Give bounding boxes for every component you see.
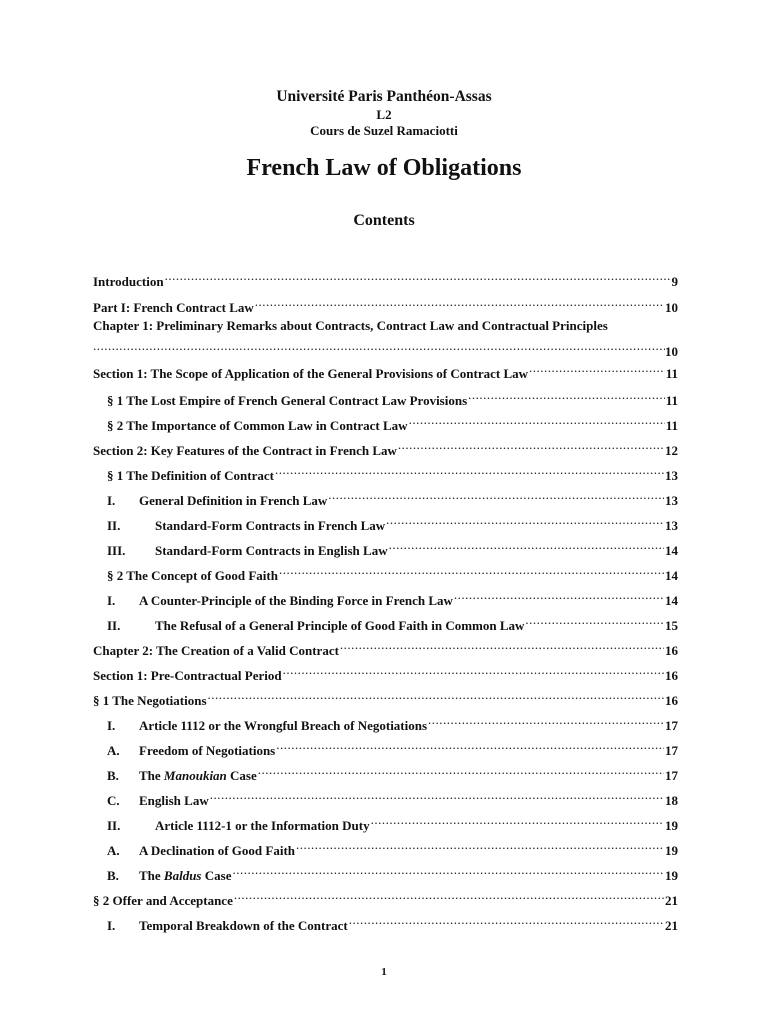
toc-entry[interactable] bbox=[93, 460, 678, 483]
toc-entry-label bbox=[93, 691, 207, 711]
toc-entry-page: 21 bbox=[665, 893, 678, 908]
toc-entry-text: Standard-Form Contracts in French Law bbox=[155, 518, 386, 533]
toc-entry-label bbox=[93, 866, 231, 886]
toc-entry-number: II. bbox=[107, 818, 121, 833]
toc-leader-dots bbox=[454, 585, 664, 605]
toc-entry[interactable] bbox=[93, 860, 678, 883]
toc-entry[interactable] bbox=[93, 760, 678, 783]
toc-entry-number: C. bbox=[107, 793, 120, 808]
toc-entry[interactable] bbox=[93, 660, 678, 683]
toc-leader-dots bbox=[398, 435, 664, 455]
toc-entry-number: II. bbox=[107, 618, 121, 633]
toc-entry-label bbox=[93, 316, 608, 336]
toc-entry-text: Chapter 2: The Creation of a Valid Contract bbox=[93, 643, 339, 658]
toc-entry[interactable] bbox=[93, 510, 678, 533]
toc-entry-text: Freedom of Negotiations bbox=[139, 743, 276, 758]
toc-entry[interactable] bbox=[93, 485, 678, 508]
toc-entry-page: 17 bbox=[665, 768, 678, 783]
page-number: 1 bbox=[381, 966, 387, 978]
toc-entry-text: A Declination of Good Faith bbox=[139, 843, 296, 858]
toc-entry-text: Introduction bbox=[93, 274, 164, 289]
toc-leader-dots bbox=[258, 760, 664, 780]
toc-entry-page: 10 bbox=[665, 344, 678, 359]
toc-entry-label bbox=[93, 272, 164, 292]
toc-entry-number: A. bbox=[107, 843, 120, 858]
toc-entry-label bbox=[93, 891, 233, 911]
toc-entry-label bbox=[93, 666, 282, 686]
toc-entry[interactable] bbox=[93, 560, 678, 583]
toc-entry-number: I. bbox=[107, 593, 116, 608]
toc-leader-dots bbox=[232, 860, 664, 880]
toc-entry[interactable] bbox=[93, 835, 678, 858]
toc-entry-label bbox=[93, 766, 257, 786]
toc-entry-text: Article 1112 or the Wrongful Breach of Negotiations bbox=[139, 718, 428, 733]
toc-entry-number: B. bbox=[107, 868, 119, 883]
toc-entry-text: § 1 The Negotiations bbox=[93, 693, 207, 708]
toc-entry-text: § 2 The Concept of Good Faith bbox=[107, 568, 278, 583]
toc-entry-label bbox=[93, 816, 370, 836]
toc-entry-page: 14 bbox=[665, 568, 678, 583]
toc-entry-page: 17 bbox=[665, 743, 678, 758]
toc-entry-label bbox=[93, 641, 339, 661]
toc-entry[interactable] bbox=[93, 435, 678, 458]
toc-entry[interactable] bbox=[93, 710, 678, 733]
toc-leader-dots bbox=[529, 358, 665, 378]
course-level: L2 bbox=[376, 107, 392, 122]
toc-entry-label bbox=[93, 841, 295, 861]
toc-entry-page: 18 bbox=[665, 793, 678, 808]
toc-entry-page: 11 bbox=[665, 393, 678, 408]
toc-entry-text: Chapter 1: Preliminary Remarks about Contracts, Contract Law and Contractual Principles bbox=[93, 318, 608, 333]
toc-entry-label bbox=[93, 516, 385, 536]
toc-leader-dots bbox=[386, 510, 664, 530]
toc-leader-dots bbox=[234, 885, 664, 905]
toc-entry-number: B. bbox=[107, 768, 119, 783]
toc-entry-text: § 2 The Importance of Common Law in Contract Law bbox=[107, 418, 408, 433]
toc-entry-page: 14 bbox=[665, 543, 678, 558]
toc-entry[interactable] bbox=[93, 910, 678, 933]
toc-entry-label bbox=[93, 441, 397, 461]
toc-entry-page: 12 bbox=[665, 443, 678, 458]
toc-entry-text: § 1 The Lost Empire of French General Contract Law Provisions bbox=[107, 393, 468, 408]
toc-entry-label bbox=[93, 791, 209, 811]
toc-entry[interactable] bbox=[93, 385, 678, 408]
toc-entry-number: I. bbox=[107, 918, 116, 933]
toc-leader-dots bbox=[210, 785, 664, 805]
toc-entry-page: 21 bbox=[665, 918, 678, 933]
toc-entry-text-after: Case bbox=[226, 768, 257, 783]
toc-entry[interactable] bbox=[93, 735, 678, 758]
toc-entry-label bbox=[93, 741, 275, 761]
toc-entry-text: § 2 Offer and Acceptance bbox=[93, 893, 233, 908]
toc-entry-page: 15 bbox=[665, 618, 678, 633]
toc-entry-label bbox=[93, 466, 274, 486]
toc-leader-dots bbox=[409, 410, 665, 430]
toc-leader-dots bbox=[93, 336, 665, 356]
toc-entry-label bbox=[93, 591, 453, 611]
toc-entry[interactable] bbox=[93, 685, 678, 708]
toc-leader-dots bbox=[389, 535, 664, 555]
toc-entry-text: The Refusal of a General Principle of Good Faith in Common Law bbox=[155, 618, 525, 633]
toc-entry-page: 16 bbox=[665, 668, 678, 683]
toc-entry[interactable] bbox=[93, 266, 678, 289]
toc-entry-label bbox=[93, 916, 348, 936]
toc-entry[interactable] bbox=[93, 585, 678, 608]
toc-entry-label bbox=[93, 616, 524, 636]
toc-entry-text: § 1 The Definition of Contract bbox=[107, 468, 274, 483]
toc-leader-dots bbox=[275, 460, 664, 480]
toc-entry-page: 19 bbox=[665, 843, 678, 858]
toc-entry-text: Article 1112-1 or the Information Duty bbox=[155, 818, 370, 833]
toc-entry-page: 11 bbox=[665, 418, 678, 433]
toc-entry-number: A. bbox=[107, 743, 120, 758]
toc-entry-text: Standard-Form Contracts in English Law bbox=[155, 543, 388, 558]
toc-leader-dots bbox=[283, 660, 664, 680]
toc-entry-number: I. bbox=[107, 493, 116, 508]
toc-entry-text: A Counter-Principle of the Binding Force in French Law bbox=[139, 593, 453, 608]
toc-entry-continuation bbox=[93, 336, 678, 359]
toc-entry-page: 13 bbox=[665, 493, 678, 508]
toc-entry-page: 19 bbox=[665, 868, 678, 883]
toc-leader-dots bbox=[371, 810, 664, 830]
toc-entry[interactable] bbox=[93, 535, 678, 558]
toc-entry[interactable] bbox=[93, 785, 678, 808]
toc-entry-number: II. bbox=[107, 518, 121, 533]
toc-entry-page: 19 bbox=[665, 818, 678, 833]
toc-leader-dots bbox=[428, 710, 664, 730]
document-title: French Law of Obligations bbox=[246, 155, 522, 181]
toc-entry-page: 13 bbox=[665, 468, 678, 483]
toc-leader-dots bbox=[340, 635, 664, 655]
toc-leader-dots bbox=[255, 292, 664, 312]
toc-entry-label bbox=[93, 566, 278, 586]
toc-leader-dots bbox=[276, 735, 664, 755]
toc-entry-number: I. bbox=[107, 718, 116, 733]
contents-heading: Contents bbox=[353, 212, 415, 229]
toc-entry[interactable] bbox=[93, 316, 678, 336]
toc-entry-text: English Law bbox=[139, 793, 209, 808]
toc-entry-text: General Definition in French Law bbox=[139, 493, 328, 508]
toc-entry-label bbox=[93, 391, 467, 411]
toc-entry[interactable] bbox=[93, 410, 678, 433]
toc-leader-dots bbox=[165, 266, 671, 286]
toc-entry-text: Temporal Breakdown of the Contract bbox=[139, 918, 348, 933]
toc-leader-dots bbox=[468, 385, 665, 405]
toc-entry[interactable] bbox=[93, 292, 678, 315]
toc-entry-page: 16 bbox=[665, 643, 678, 658]
toc-leader-dots bbox=[328, 485, 664, 505]
toc-entry-italic: Manoukian bbox=[163, 768, 227, 783]
toc-entry-page: 13 bbox=[665, 518, 678, 533]
toc-entry-page: 10 bbox=[665, 300, 678, 315]
toc-entry[interactable] bbox=[93, 358, 678, 381]
toc-entry-page: 11 bbox=[665, 366, 678, 381]
toc-entry-page: 9 bbox=[671, 274, 678, 289]
university-name: Université Paris Panthéon-Assas bbox=[276, 88, 492, 105]
toc-entry-page: 16 bbox=[665, 693, 678, 708]
toc-entry-text: Section 2: Key Features of the Contract in French Law bbox=[93, 443, 397, 458]
toc-entry-page: 17 bbox=[665, 718, 678, 733]
toc-leader-dots bbox=[525, 610, 664, 630]
toc-leader-dots bbox=[208, 685, 664, 705]
toc-entry-text: The bbox=[139, 868, 164, 883]
toc-entry-label bbox=[93, 298, 254, 318]
course-instructor: Cours de Suzel Ramaciotti bbox=[310, 123, 458, 138]
toc-entry-number: III. bbox=[107, 543, 126, 558]
toc-leader-dots bbox=[349, 910, 664, 930]
toc-entry-italic: Baldus bbox=[163, 868, 202, 883]
toc-entry-label bbox=[93, 541, 388, 561]
toc-leader-dots bbox=[296, 835, 664, 855]
toc-entry-text: Part I: French Contract Law bbox=[93, 300, 254, 315]
toc-entry-label bbox=[93, 364, 528, 384]
toc-entry-text: Section 1: The Scope of Application of the General Provisions of Contract Law bbox=[93, 366, 529, 381]
toc-entry[interactable] bbox=[93, 610, 678, 633]
toc-leader-dots bbox=[279, 560, 664, 580]
toc-entry-label bbox=[93, 716, 427, 736]
toc-entry[interactable] bbox=[93, 810, 678, 833]
toc-entry-text: Section 1: Pre-Contractual Period bbox=[93, 668, 282, 683]
toc-entry-label bbox=[93, 491, 327, 511]
toc-entry[interactable] bbox=[93, 885, 678, 908]
toc-entry-label bbox=[93, 416, 408, 436]
toc-entry-page: 14 bbox=[665, 593, 678, 608]
toc-entry[interactable] bbox=[93, 635, 678, 658]
toc-entry-text: The bbox=[139, 768, 164, 783]
toc-entry-text-after: Case bbox=[201, 868, 232, 883]
